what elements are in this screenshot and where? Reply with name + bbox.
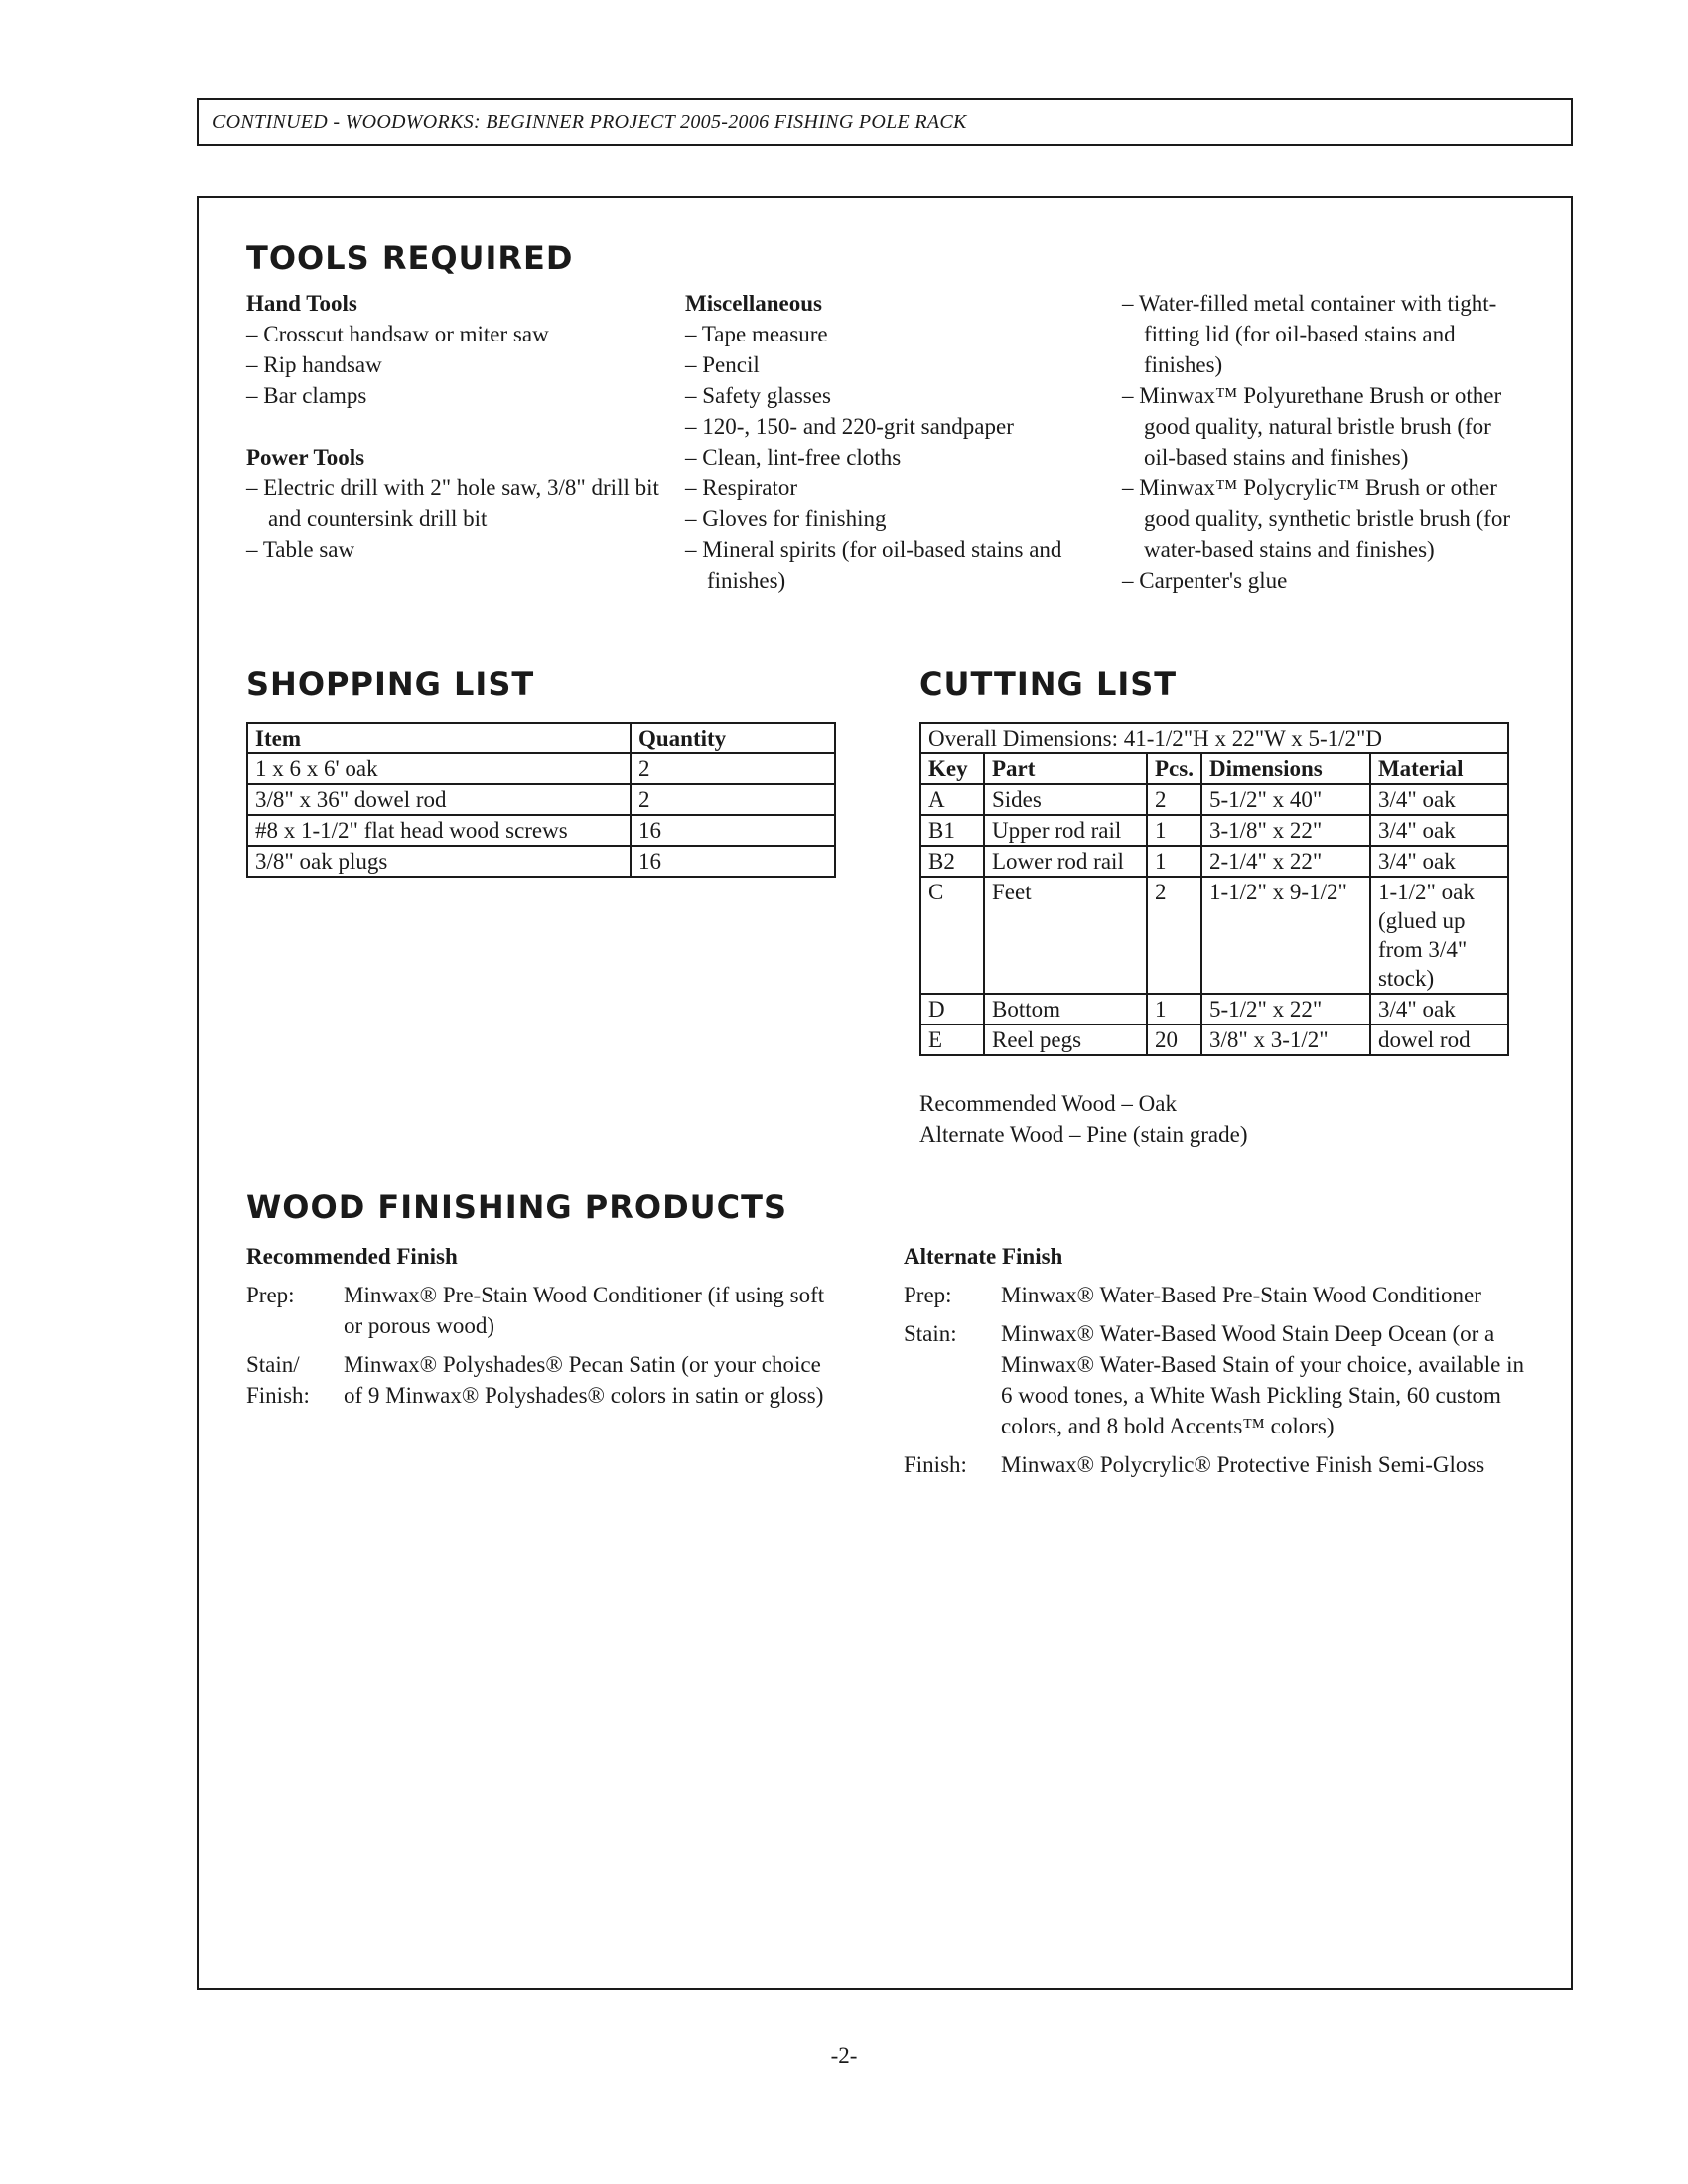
table-row	[247, 815, 835, 846]
table-cell: 2	[1147, 784, 1201, 815]
table-cell: 2	[1147, 877, 1201, 994]
hand-tool-item: – Crosscut handsaw or miter saw	[246, 322, 549, 346]
column-header: Item	[247, 723, 631, 753]
table-cell: 2	[631, 784, 835, 815]
table-cell: 3/8" oak plugs	[247, 846, 631, 877]
table-cell: Lower rod rail	[984, 846, 1147, 877]
table-cell: dowel rod	[1370, 1024, 1508, 1055]
table-cell: 16	[631, 846, 835, 877]
finish-label: Prep:	[246, 1283, 295, 1307]
power-tool-item: – Electric drill with 2" hole saw, 3/8" drill bit and countersink drill bit	[246, 476, 659, 531]
finish-value: Minwax® Water-Based Wood Stain Deep Ocean (or a Minwax® Water-Based Stain of your choice, available in 6 wood tones, a White Wash Pickling Stain, 60 custom colors, and 8 bold Accents™ colors)	[1001, 1321, 1524, 1438]
table-cell: Bottom	[984, 994, 1147, 1024]
wood-notes	[919, 1088, 1248, 1150]
cutting-table	[919, 722, 1509, 1056]
finish-label: Finish:	[904, 1452, 967, 1477]
table-cell: Sides	[984, 784, 1147, 815]
misc-item: – Tape measure	[685, 322, 828, 346]
column-header: Material	[1370, 753, 1508, 784]
finish-row	[246, 1280, 842, 1341]
table-header-row	[247, 723, 835, 753]
recommended-finish	[246, 1241, 842, 1419]
column-header: Pcs.	[1147, 753, 1201, 784]
tools-column-2	[685, 288, 1082, 596]
shopping-title: SHOPPING LIST	[246, 665, 535, 703]
column-header: Dimensions	[1201, 753, 1370, 784]
table-row	[920, 1024, 1508, 1055]
misc-item: – Safety glasses	[685, 383, 831, 408]
hand-tool-item: – Rip handsaw	[246, 352, 382, 377]
table-cell: 1	[1147, 846, 1201, 877]
table-cell: B1	[920, 815, 984, 846]
finish-value: Minwax® Water-Based Pre-Stain Wood Conditioner	[1001, 1283, 1481, 1307]
table-cell: 1 x 6 x 6' oak	[247, 753, 631, 784]
finish-row	[904, 1280, 1539, 1310]
table-cell: Feet	[984, 877, 1147, 994]
recommended-wood: Recommended Wood – Oak	[919, 1091, 1177, 1116]
header-text: CONTINUED - WOODWORKS: BEGINNER PROJECT 2005-2006 FISHING POLE RACK	[212, 110, 967, 133]
column-header: Key	[920, 753, 984, 784]
finish-row	[904, 1318, 1539, 1441]
table-cell: 2	[631, 753, 835, 784]
table-cell: 20	[1147, 1024, 1201, 1055]
misc-item: – Pencil	[685, 352, 760, 377]
table-cell: Reel pegs	[984, 1024, 1147, 1055]
table-row	[920, 815, 1508, 846]
table-cell: 1-1/2" oak (glued up from 3/4" stock)	[1370, 877, 1508, 994]
table-cell: D	[920, 994, 984, 1024]
power-tools-heading: Power Tools	[246, 445, 365, 470]
alternate-wood: Alternate Wood – Pine (stain grade)	[919, 1122, 1248, 1147]
misc-item: – Mineral spirits (for oil-based stains and finishes)	[685, 537, 1062, 593]
table-cell: 5-1/2" x 22"	[1201, 994, 1370, 1024]
tools-title: TOOLS REQUIRED	[246, 239, 574, 277]
finishing-title: WOOD FINISHING PRODUCTS	[246, 1188, 787, 1226]
table-cell: C	[920, 877, 984, 994]
finish-value: Minwax® Pre-Stain Wood Conditioner (if using soft or porous wood)	[344, 1283, 825, 1338]
table-row	[247, 753, 835, 784]
column-header: Part	[984, 753, 1147, 784]
table-row	[920, 846, 1508, 877]
hand-tools-heading: Hand Tools	[246, 291, 357, 316]
misc-item: – Water-filled metal container with tight-fitting lid (for oil-based stains and finishes)	[1122, 291, 1497, 377]
finish-value: Minwax® Polyshades® Pecan Satin (or your choice of 9 Minwax® Polyshades® colors in satin or gloss)	[344, 1352, 824, 1408]
tools-column-1	[246, 288, 663, 565]
table-cell: 1	[1147, 815, 1201, 846]
table-cell: Upper rod rail	[984, 815, 1147, 846]
column-header: Quantity	[631, 723, 835, 753]
recommended-finish-heading: Recommended Finish	[246, 1244, 458, 1269]
table-cell: B2	[920, 846, 984, 877]
table-row	[920, 784, 1508, 815]
misc-item: – Clean, lint-free cloths	[685, 445, 902, 470]
table-cell: 3/4" oak	[1370, 815, 1508, 846]
misc-item: – Respirator	[685, 476, 798, 500]
finish-label: Stain:	[904, 1321, 957, 1346]
power-tool-item: – Table saw	[246, 537, 355, 562]
page-number: -2-	[830, 2043, 858, 2068]
table-cell: 3-1/8" x 22"	[1201, 815, 1370, 846]
table-cell: 5-1/2" x 40"	[1201, 784, 1370, 815]
tools-column-3	[1122, 288, 1519, 596]
table-row	[920, 723, 1508, 753]
misc-item: – Minwax™ Polycrylic™ Brush or other good quality, synthetic bristle brush (for water-based stains and finishes)	[1122, 476, 1510, 562]
misc-item: – Minwax™ Polyurethane Brush or other good quality, natural bristle brush (for oil-based stains and finishes)	[1122, 383, 1502, 470]
finish-value: Minwax® Polycrylic® Protective Finish Semi-Gloss	[1001, 1452, 1485, 1477]
finish-label: Stain/ Finish:	[246, 1352, 310, 1408]
table-cell: #8 x 1-1/2" flat head wood screws	[247, 815, 631, 846]
table-cell: A	[920, 784, 984, 815]
finish-row	[904, 1449, 1539, 1480]
table-cell: 3/4" oak	[1370, 994, 1508, 1024]
misc-item: – Gloves for finishing	[685, 506, 887, 531]
table-row	[247, 846, 835, 877]
finish-row	[246, 1349, 842, 1411]
misc-item: – Carpenter's glue	[1122, 568, 1288, 593]
page-header	[197, 98, 1573, 146]
shopping-table	[246, 722, 836, 878]
alternate-finish	[904, 1241, 1539, 1488]
alternate-finish-heading: Alternate Finish	[904, 1244, 1063, 1269]
hand-tool-item: – Bar clamps	[246, 383, 367, 408]
misc-heading: Miscellaneous	[685, 291, 822, 316]
table-header-row	[920, 753, 1508, 784]
table-cell: E	[920, 1024, 984, 1055]
overall-dimensions: Overall Dimensions: 41-1/2"H x 22"W x 5-1/2"D	[920, 723, 1508, 753]
table-cell: 1	[1147, 994, 1201, 1024]
table-row	[920, 994, 1508, 1024]
cutting-title: CUTTING LIST	[919, 665, 1178, 703]
table-row	[920, 877, 1508, 994]
table-cell: 1-1/2" x 9-1/2"	[1201, 877, 1370, 994]
table-cell: 3/8" x 36" dowel rod	[247, 784, 631, 815]
table-cell: 2-1/4" x 22"	[1201, 846, 1370, 877]
table-cell: 16	[631, 815, 835, 846]
table-row	[247, 784, 835, 815]
table-cell: 3/4" oak	[1370, 846, 1508, 877]
misc-item: – 120-, 150- and 220-grit sandpaper	[685, 414, 1014, 439]
table-cell: 3/4" oak	[1370, 784, 1508, 815]
table-cell: 3/8" x 3-1/2"	[1201, 1024, 1370, 1055]
finish-label: Prep:	[904, 1283, 952, 1307]
